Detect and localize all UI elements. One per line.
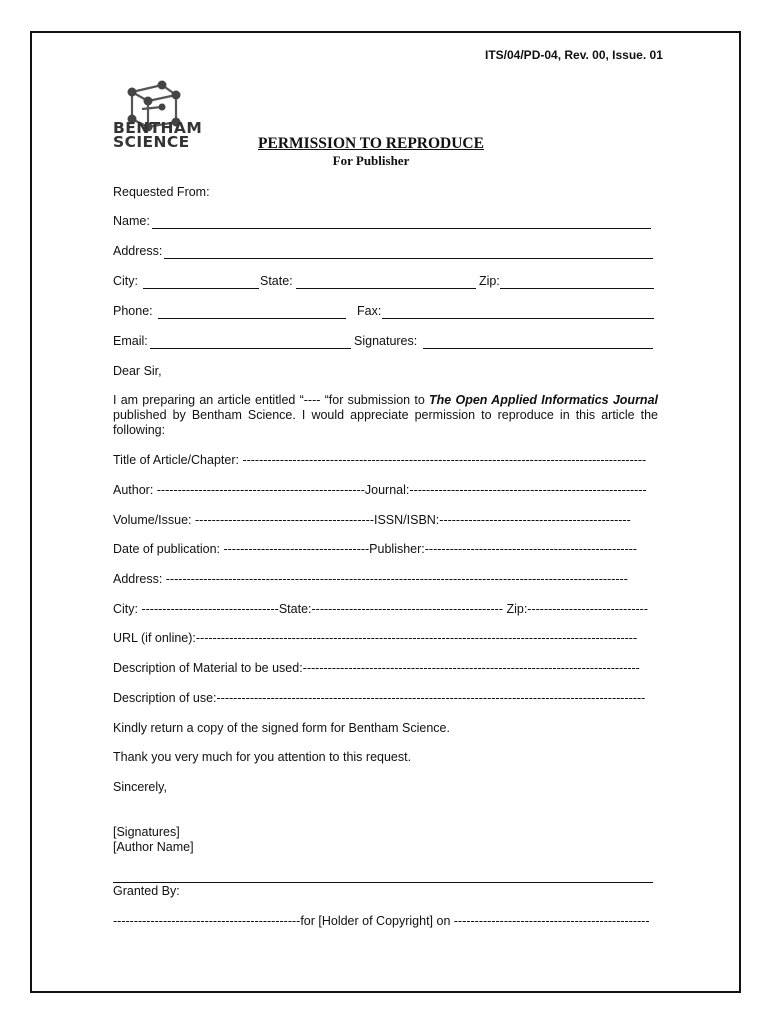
signature-line[interactable] — [113, 882, 653, 883]
name-label: Name: — [113, 214, 150, 228]
state-field[interactable] — [296, 288, 476, 289]
zip-label: Zip: — [479, 274, 500, 288]
name-field[interactable] — [152, 228, 651, 229]
signatures-field[interactable] — [423, 348, 653, 349]
closing-return-request: Kindly return a copy of the signed form for Bentham Science. — [113, 721, 450, 735]
request-text-2: published by Bentham Science. I would appreciate permission to reproduce in this article the following: — [113, 408, 658, 437]
signature-placeholder: [Signatures] — [113, 825, 180, 839]
logo-line-2: SCIENCE — [113, 133, 190, 151]
zip-field[interactable] — [500, 288, 654, 289]
detail-address[interactable]: Address: --------------------------------------------------------------------------------------------------------------- — [113, 572, 628, 586]
holder-of-copyright-line[interactable]: ---------------------------------------------for [Holder of Copyright] on ----------------------------------------------- — [113, 914, 650, 928]
detail-city-state-zip[interactable]: City: ---------------------------------State:---------------------------------------------- Zip:----------------------------- — [113, 602, 649, 616]
form-subtitle: For Publisher — [332, 153, 410, 168]
request-text-1: I am preparing an article entitled “---- “for submission to — [113, 393, 430, 407]
detail-author-journal[interactable]: Author: --------------------------------------------------Journal:--------------------------------------------------------- — [113, 483, 647, 497]
granted-by-label: Granted By: — [113, 884, 180, 898]
detail-material[interactable]: Description of Material to be used:--------------------------------------------------------------------------------- — [113, 661, 640, 675]
address-field[interactable] — [164, 258, 653, 259]
salutation: Dear Sir, — [113, 364, 162, 378]
city-field[interactable] — [143, 288, 259, 289]
email-label: Email: — [113, 334, 148, 348]
journal-name: The Open Applied Informatics Journal — [429, 393, 658, 407]
requested-from-label: Requested From: — [113, 185, 210, 199]
detail-date-publisher[interactable]: Date of publication: -----------------------------------Publisher:--------------------------------------------------- — [113, 542, 638, 556]
detail-title[interactable]: Title of Article/Chapter: ------------------------------------------------------------------------------------------------- — [113, 453, 647, 467]
closing-sincerely: Sincerely, — [113, 780, 167, 794]
request-paragraph — [113, 393, 658, 438]
email-field[interactable] — [150, 348, 351, 349]
detail-use[interactable]: Description of use:------------------------------------------------------------------------------------------------------- — [113, 691, 646, 705]
phone-field[interactable] — [158, 318, 346, 319]
closing-thanks: Thank you very much for you attention to this request. — [113, 750, 412, 764]
state-label: State: — [260, 274, 293, 288]
detail-url[interactable]: URL (if online):---------------------------------------------------------------------------------------------------------- — [113, 631, 638, 645]
phone-label: Phone: — [113, 304, 153, 318]
city-label: City: — [113, 274, 138, 288]
fax-field[interactable] — [382, 318, 654, 319]
document-id: ITS/04/PD-04, Rev. 00, Issue. 01 — [485, 48, 663, 62]
author-name-placeholder: [Author Name] — [113, 840, 194, 854]
form-title: PERMISSION TO REPRODUCE — [258, 135, 484, 152]
logo-line-1: BENTHAM — [113, 119, 203, 137]
signatures-label: Signatures: — [354, 334, 418, 348]
detail-volume-issn[interactable]: Volume/Issue: -------------------------------------------ISSN/ISBN:---------------------------------------------- — [113, 513, 631, 527]
fax-label: Fax: — [357, 304, 382, 318]
address-label: Address: — [113, 244, 163, 258]
